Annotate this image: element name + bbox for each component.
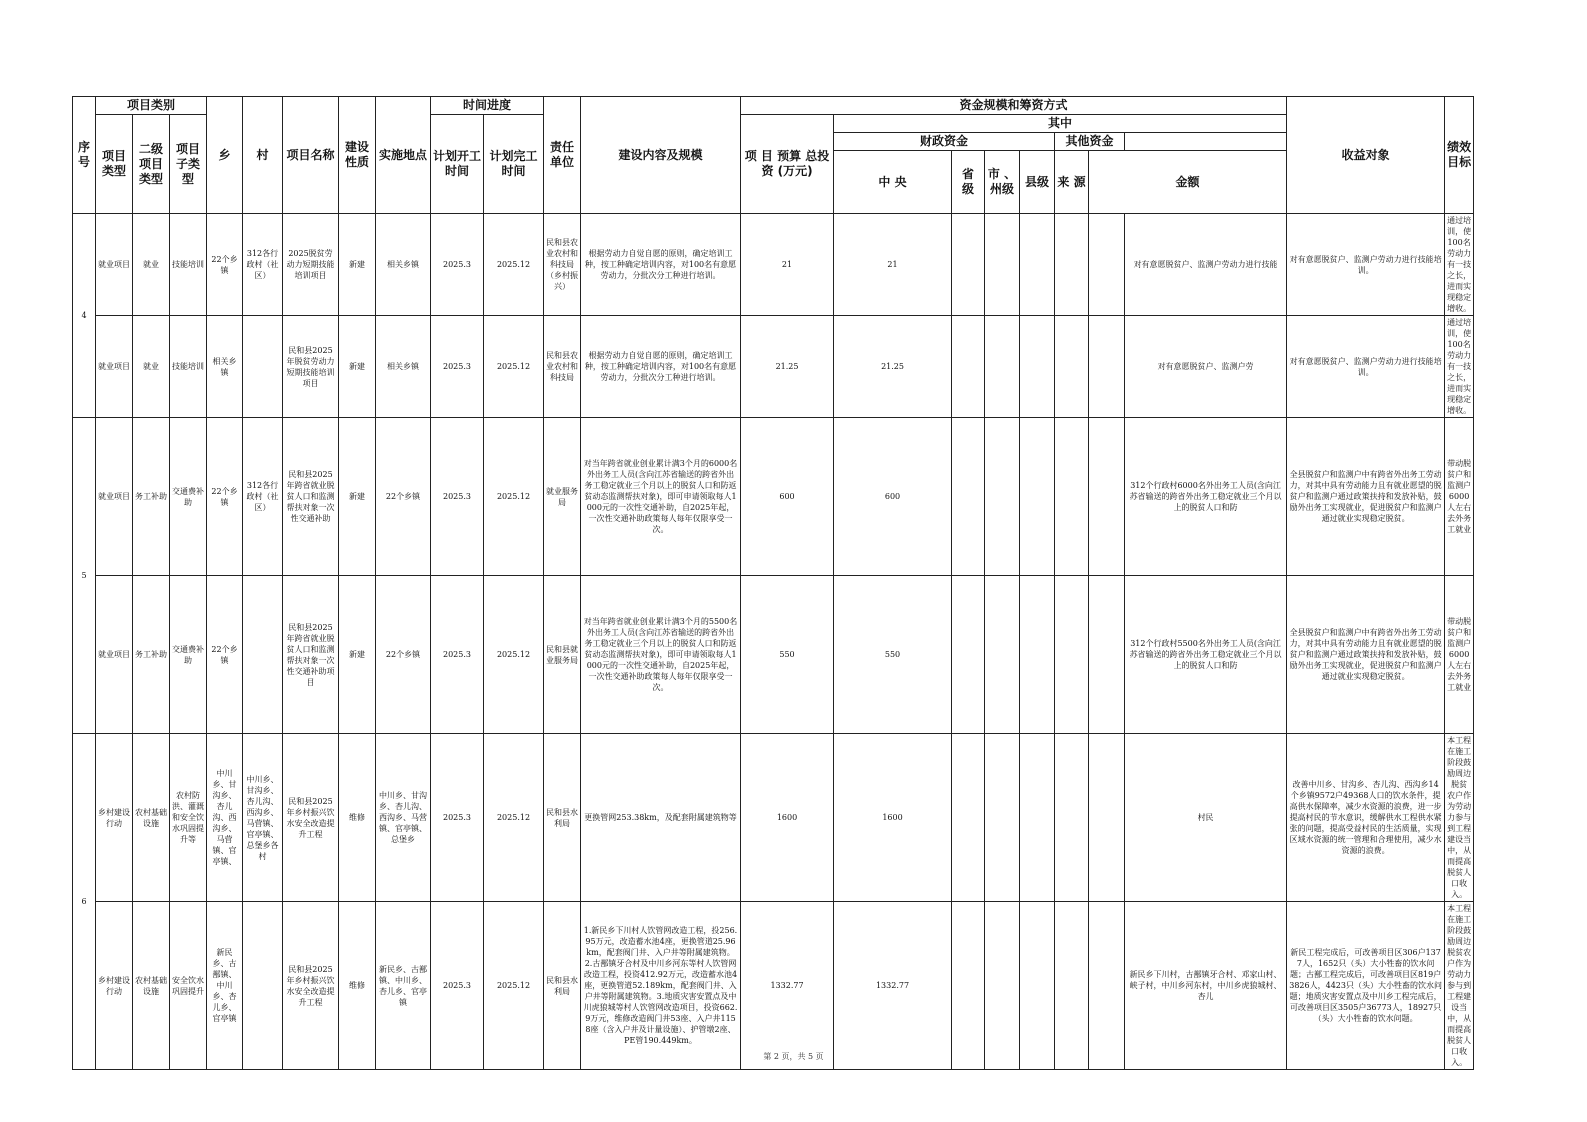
row-budget: 600	[741, 418, 834, 576]
row-budget: 1332.77	[741, 902, 834, 1070]
header-other: 其他资金	[1055, 133, 1125, 151]
row-amount	[1089, 316, 1125, 418]
row-provincial	[952, 576, 985, 734]
row-city	[985, 214, 1020, 316]
row-township: 22个乡镇	[207, 214, 243, 316]
row-county	[1020, 214, 1055, 316]
header-seq: 序号	[73, 97, 96, 214]
row-central: 21.25	[834, 316, 952, 418]
row-county	[1020, 576, 1055, 734]
row-provincial	[952, 316, 985, 418]
header-location: 实施地点	[376, 97, 431, 214]
table-row	[73, 418, 1474, 576]
row-performance: 全县脱贫户和监测户中有跨省外出务工劳动力，对其中具有劳动能力且有就业愿望的脱贫户和监测户通过政策扶持和发放补贴，鼓励外出务工实现就业，促进脱贫户和监测户通过就业实现稳定脱贫。	[1287, 418, 1445, 576]
row-performance: 对有意愿脱贫户、监测户劳动力进行技能培训。	[1287, 316, 1445, 418]
row-start: 2025.3	[431, 902, 484, 1070]
row-central: 600	[834, 418, 952, 576]
row-beneficiary: 对有意愿脱贫户、监测户劳	[1125, 316, 1287, 418]
row-central: 21	[834, 214, 952, 316]
row-city	[985, 734, 1020, 902]
row-county	[1020, 418, 1055, 576]
header-source: 来 源	[1055, 151, 1089, 214]
row-sub: 技能培训	[170, 316, 207, 418]
header-project-name: 项目名称	[283, 97, 339, 214]
row-source	[1055, 734, 1089, 902]
header-plan-end: 计划完工时间	[484, 115, 544, 214]
row-township: 中川乡、甘沟乡、杏儿沟、西沟乡、马营镇、官亭镇、	[207, 734, 243, 902]
row-township: 22个乡镇	[207, 418, 243, 576]
header-township: 乡	[207, 97, 243, 214]
row-mechanism: 带动脱贫户和监测户6000人左右去外务工就业	[1445, 576, 1474, 734]
row-type: 就业项目	[96, 418, 133, 576]
row-mechanism: 本工程在施工阶段鼓励周边脱贫 农户作为劳动力参与到工程建设当中，从而提高脱贫人口收入。	[1445, 734, 1474, 902]
row-budget: 21.25	[741, 316, 834, 418]
row-budget: 550	[741, 576, 834, 734]
row-unit: 民和县农业农村和科技局（乡村振兴）	[544, 214, 581, 316]
row-city	[985, 576, 1020, 734]
header-other-blank	[1125, 133, 1287, 151]
row-source	[1055, 214, 1089, 316]
header-fiscal: 财政资金	[834, 133, 1055, 151]
row-content: 1.新民乡下川村人饮管网改造工程，投256.95万元，改造蓄水池4座，更换管道25.96km，配套阀门井、入户井等附属建筑物。2.古鄯镇牙合村及中川乡河东等村人饮管网改造工程，投资412.92万元，改造蓄水池4座，更换管道52.189km，配套阀门井、入户井等附属建筑物。3.地质灾害安置点及中川虎狼城等村人饮管网改造项目，投资662.9万元，维修改造阀门井53座、入户井1158座（含入户井及计量设施）、护管墩2座、PE管190.449km。	[581, 902, 741, 1070]
row-location: 22个乡镇	[376, 418, 431, 576]
row-budget: 21	[741, 214, 834, 316]
header-village: 村	[243, 97, 283, 214]
row-sub: 交通费补助	[170, 576, 207, 734]
header-project-category: 项目类别	[96, 97, 207, 115]
header-sub-type: 项目子类型	[170, 115, 207, 214]
header-provincial: 省 级	[952, 151, 985, 214]
table-row	[73, 734, 1474, 902]
row-type: 乡村建设行动	[96, 902, 133, 1070]
row-name: 民和县2025年跨省就业脱贫人口和监测帮扶对象一次性交通补助	[283, 418, 339, 576]
row-performance: 新民工程完成后，可改善项目区306户1377人，1652只（头）大小牲畜的饮水问题；古鄯工程完成后，可改善项目区819户3826人，4423只（头）大小牲畜的饮水问题；地质灾害安置点及中川乡工程完成后，可改善项目区3505户36773人，18927只（头）大小牲畜的饮水问题。	[1287, 902, 1445, 1070]
row-performance: 全县脱贫户和监测户中有跨省外出务工劳动力，对其中具有劳动能力且有就业愿望的脱贫户和监测户通过政策扶持和发放补贴，鼓励外出务工实现就业，促进脱贫户和监测户通过就业实现稳定脱贫。	[1287, 576, 1445, 734]
row-unit: 民和县水利局	[544, 902, 581, 1070]
header-among: 其中	[834, 115, 1287, 133]
row-unit: 民和县水利局	[544, 734, 581, 902]
row-source	[1055, 576, 1089, 734]
row-content: 对当年跨省就业创业累计满3个月的5500名外出务工人员(含向江苏省输送的跨省外出务工稳定就业三个月以上的脱贫人口和防返贫动态监测帮扶对象)，即可申请领取每人1000元的一次性交通补助，自2025年起，一次性交通补助政策每人每年仅限享受一次。	[581, 576, 741, 734]
row-township: 22个乡镇	[207, 576, 243, 734]
row-start: 2025.3	[431, 418, 484, 576]
row-beneficiary: 新民乡下川村，古鄯镇牙合村、邓家山村、峡子村，中川乡河东村，中川乡虎狼城村、杏儿	[1125, 902, 1287, 1070]
row-sub: 交通费补助	[170, 418, 207, 576]
row-township: 新民乡、古鄯镇、中川乡、杏儿乡、官亭镇	[207, 902, 243, 1070]
table-row	[73, 316, 1474, 418]
row-beneficiary: 312个行政村5500名外出务工人员(含向江苏省输送的跨省外出务工稳定就业三个月以上的脱贫人口和防	[1125, 576, 1287, 734]
row-start: 2025.3	[431, 734, 484, 902]
row-location: 22个乡镇	[376, 576, 431, 734]
row-beneficiary: 村民	[1125, 734, 1287, 902]
header-beneficiary: 收益对象	[1287, 97, 1445, 214]
row-nature: 新建	[339, 576, 376, 734]
header-performance: 绩效目标	[1445, 97, 1474, 214]
row-second: 务工补助	[133, 576, 170, 734]
header-project-type: 项目类型	[96, 115, 133, 214]
row-content: 根据劳动力自觉自愿的原则，确定培训工种，按工种确定培训内容，对100名有意愿劳动力，分批次分工种进行培训。	[581, 316, 741, 418]
header-funding: 资金规模和筹资方式	[741, 97, 1287, 115]
table-row	[73, 902, 1474, 1070]
header-central: 中 央	[834, 151, 952, 214]
row-source	[1055, 418, 1089, 576]
row-content: 更换管网253.38km，及配套附属建筑物等	[581, 734, 741, 902]
header-county: 县级	[1020, 151, 1055, 214]
row-village: 中川乡、甘沟乡、杏儿沟、西沟乡、马营镇、官亭镇、总堡乡各村	[243, 734, 283, 902]
row-village	[243, 576, 283, 734]
row-source	[1055, 316, 1089, 418]
row-nature: 维修	[339, 734, 376, 902]
row-end: 2025.12	[484, 418, 544, 576]
row-name: 2025脱贫劳动力短期技能培训项目	[283, 214, 339, 316]
row-provincial	[952, 418, 985, 576]
row-central: 1600	[834, 734, 952, 902]
row-nature: 新建	[339, 214, 376, 316]
row-unit: 民和县农业农村和科技局	[544, 316, 581, 418]
row-source	[1055, 902, 1089, 1070]
row-city	[985, 418, 1020, 576]
row-end: 2025.12	[484, 576, 544, 734]
row-provincial	[952, 734, 985, 902]
row-village	[243, 902, 283, 1070]
row-seq: 5	[73, 418, 96, 734]
row-amount	[1089, 214, 1125, 316]
row-start: 2025.3	[431, 214, 484, 316]
row-county	[1020, 734, 1055, 902]
header-responsible: 责任单位	[544, 97, 581, 214]
row-mechanism: 本工程在施工阶段鼓励周边脱贫农户作为劳动力参与到工程建设当中，从而提高脱贫人口收入。	[1445, 902, 1474, 1070]
row-second: 农村基础设施	[133, 734, 170, 902]
row-seq: 6	[73, 734, 96, 1070]
row-type: 就业项目	[96, 214, 133, 316]
row-sub: 技能培训	[170, 214, 207, 316]
row-sub: 农村防洪、灌溉和安全饮水巩固提升等	[170, 734, 207, 902]
header-second-type: 二级项目类型	[133, 115, 170, 214]
row-end: 2025.12	[484, 902, 544, 1070]
row-unit: 民和县就业服务局	[544, 576, 581, 734]
row-end: 2025.12	[484, 734, 544, 902]
row-city	[985, 902, 1020, 1070]
row-name: 民和县2025年乡村振兴饮水安全改造提升工程	[283, 902, 339, 1070]
row-second: 就业	[133, 316, 170, 418]
row-type: 就业项目	[96, 576, 133, 734]
table-row	[73, 576, 1474, 734]
row-second: 农村基础设施	[133, 902, 170, 1070]
row-nature: 新建	[339, 316, 376, 418]
row-location: 相关乡镇	[376, 214, 431, 316]
row-village: 312各行政村（社区）	[243, 418, 283, 576]
row-county	[1020, 902, 1055, 1070]
row-nature: 新建	[339, 418, 376, 576]
row-beneficiary: 312个行政村6000名外出务工人员(含向江苏省输送的跨省外出务工稳定就业三个月以上的脱贫人口和防	[1125, 418, 1287, 576]
project-table	[72, 96, 1474, 1070]
header-city: 市 、 州级	[985, 151, 1020, 214]
page-footer: 第 2 页，共 5 页	[763, 1052, 824, 1061]
row-end: 2025.12	[484, 214, 544, 316]
row-central: 1332.77	[834, 902, 952, 1070]
row-name: 民和县2025年乡村振兴饮水安全改造提升工程	[283, 734, 339, 902]
row-beneficiary: 对有意愿脱贫户、监测户劳动力进行技能	[1125, 214, 1287, 316]
row-county	[1020, 316, 1055, 418]
row-type: 就业项目	[96, 316, 133, 418]
header-budget: 项 目 预算 总投 资 (万元)	[741, 115, 834, 214]
row-second: 务工补助	[133, 418, 170, 576]
header-build-nature: 建设性质	[339, 97, 376, 214]
row-nature: 维修	[339, 902, 376, 1070]
row-start: 2025.3	[431, 316, 484, 418]
row-amount	[1089, 576, 1125, 734]
row-name: 民和县2025年跨省就业脱贫人口和监测帮扶对象一次性交通补助项目	[283, 576, 339, 734]
row-mechanism: 带动脱贫户和监测户6000人左右去外务工就业	[1445, 418, 1474, 576]
row-unit: 就业服务局	[544, 418, 581, 576]
row-sub: 安全饮水巩固提升	[170, 902, 207, 1070]
row-location: 中川乡、甘沟乡、杏儿沟、西沟乡、马营镇、官亭镇、总堡乡	[376, 734, 431, 902]
row-type: 乡村建设行动	[96, 734, 133, 902]
table-row	[73, 214, 1474, 316]
row-budget: 1600	[741, 734, 834, 902]
row-performance: 对有意愿脱贫户、监测户劳动力进行技能培训。	[1287, 214, 1445, 316]
row-amount	[1089, 902, 1125, 1070]
row-seq: 4	[73, 214, 96, 418]
header-plan-start: 计划开工时间	[431, 115, 484, 214]
row-end: 2025.12	[484, 316, 544, 418]
row-name: 民和县2025年脱贫劳动力短期技能培训项目	[283, 316, 339, 418]
row-village	[243, 316, 283, 418]
row-second: 就业	[133, 214, 170, 316]
row-mechanism: 通过培训，使100名劳动力有一技之长，进而实现稳定增收。	[1445, 316, 1474, 418]
row-central: 550	[834, 576, 952, 734]
row-township: 相关乡镇	[207, 316, 243, 418]
row-village: 312各行政村（社区）	[243, 214, 283, 316]
row-performance: 改善中川乡、甘沟乡、杏儿沟、西沟乡14个乡镇9572户49368人口的饮水条件，提高供水保障率，减少水资源的浪费，进一步提高村民的节水意识，缓解供水工程供水紧张的问题，提高受益村民的生活质量，实现区域水资源的统一管理和合理使用，减少水资源的浪费。	[1287, 734, 1445, 902]
row-amount	[1089, 418, 1125, 576]
row-city	[985, 316, 1020, 418]
row-start: 2025.3	[431, 576, 484, 734]
row-amount	[1089, 734, 1125, 902]
row-content: 对当年跨省就业创业累计满3个月的6000名外出务工人员(含向江苏省输送的跨省外出务工稳定就业三个月以上的脱贫人口和防返贫动态监测帮扶对象)，即可申请领取每人1000元的一次性交通补助，自2025年起，一次性交通补助政策每人每年仅限享受一次。	[581, 418, 741, 576]
row-location: 相关乡镇	[376, 316, 431, 418]
header-content: 建设内容及规模	[581, 97, 741, 214]
row-mechanism: 通过培训，使100名劳动力有一技之长，进而实现稳定增收。	[1445, 214, 1474, 316]
header-schedule: 时间进度	[431, 97, 544, 115]
row-provincial	[952, 902, 985, 1070]
row-provincial	[952, 214, 985, 316]
row-content: 根据劳动力自觉自愿的原则，确定培训工种，按工种确定培训内容，对100名有意愿劳动力，分批次分工种进行培训。	[581, 214, 741, 316]
row-location: 新民乡、古鄯镇、中川乡、杏儿乡、官亭镇	[376, 902, 431, 1070]
header-amount: 金额	[1089, 151, 1287, 214]
